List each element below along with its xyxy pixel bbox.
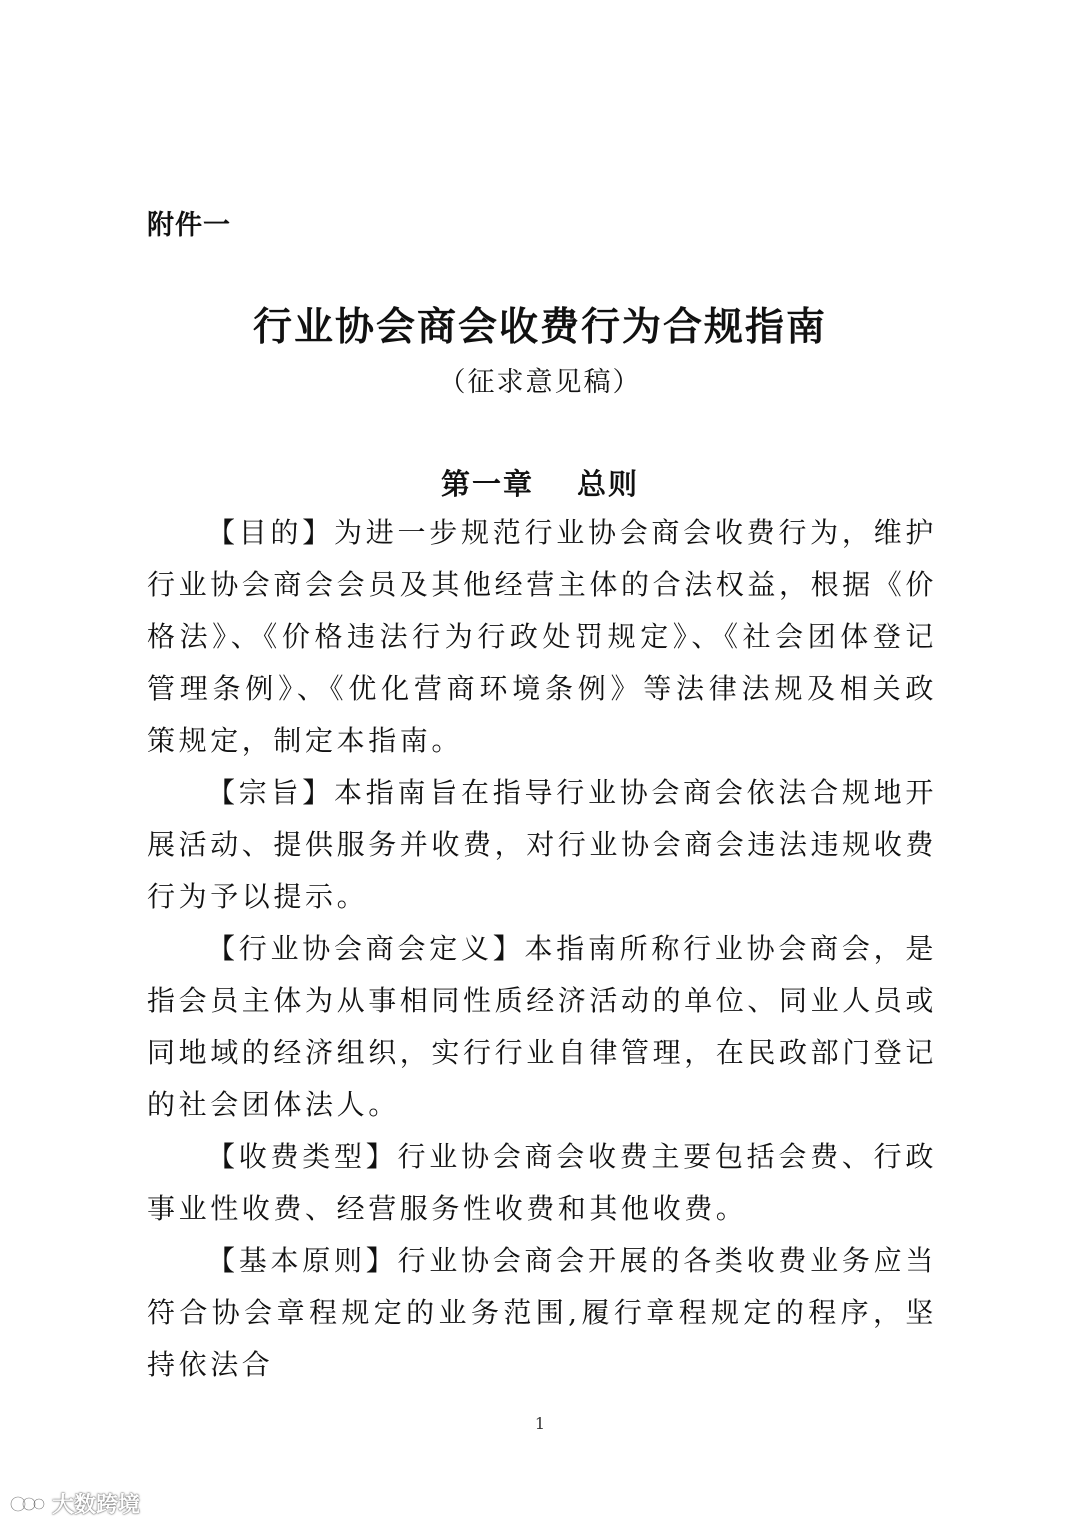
paragraph-purpose bbox=[147, 507, 937, 767]
paragraph-text: 本指南旨在指导行业协会商会依法合规地开展活动、提供服务并收费，对行业协会商会违法违规收费行为予以提示。 bbox=[147, 776, 938, 913]
watermark-text: 大数跨境 bbox=[52, 1493, 141, 1518]
document-title: 行业协会商会收费行为合规指南 bbox=[252, 304, 827, 350]
paragraph-text: 为进一步规范行业协会商会收费行为，维护行业协会商会会员及其他经营主体的合法权益，根据《价格法》、《价格违法行为行政处罚规定》、《社会团体登记管理条例》、《优化营商环境条例》等法律法规及相关政策规定，制定本指南。 bbox=[147, 516, 938, 757]
paragraph-term: 【基本原则】 bbox=[207, 1244, 398, 1277]
paragraph-term: 【目的】 bbox=[207, 516, 334, 549]
paragraph-aim bbox=[147, 767, 937, 923]
paragraph-term: 【行业协会商会定义】 bbox=[207, 932, 525, 965]
paragraph-definition bbox=[147, 923, 937, 1131]
paragraph-text: 行业协会商会开展的各类收费业务应当符合协会章程规定的业务范围,履行章程规定的程序，坚持依法合 bbox=[147, 1244, 938, 1381]
body-text bbox=[147, 507, 937, 1391]
paragraph-term: 【收费类型】 bbox=[207, 1140, 398, 1173]
chapter-heading: 第一章 总则 bbox=[440, 467, 640, 501]
page-number: 1 bbox=[534, 1414, 546, 1433]
watermark-logo-icon bbox=[10, 1493, 46, 1515]
paragraph-term: 【宗旨】 bbox=[207, 776, 334, 809]
attachment-label: 附件一 bbox=[147, 210, 231, 241]
paragraph-fee-types bbox=[147, 1131, 937, 1235]
document-subtitle: （征求意见稿） bbox=[438, 367, 642, 398]
paragraph-text: 本指南所称行业协会商会，是指会员主体为从事相同性质经济活动的单位、同业人员或同地域的经济组织，实行行业自律管理，在民政部门登记的社会团体法人。 bbox=[147, 932, 938, 1121]
paragraph-text: 行业协会商会收费主要包括会费、行政事业性收费、经营服务性收费和其他收费。 bbox=[147, 1140, 938, 1225]
watermark bbox=[10, 1488, 140, 1519]
paragraph-principles bbox=[147, 1235, 937, 1391]
